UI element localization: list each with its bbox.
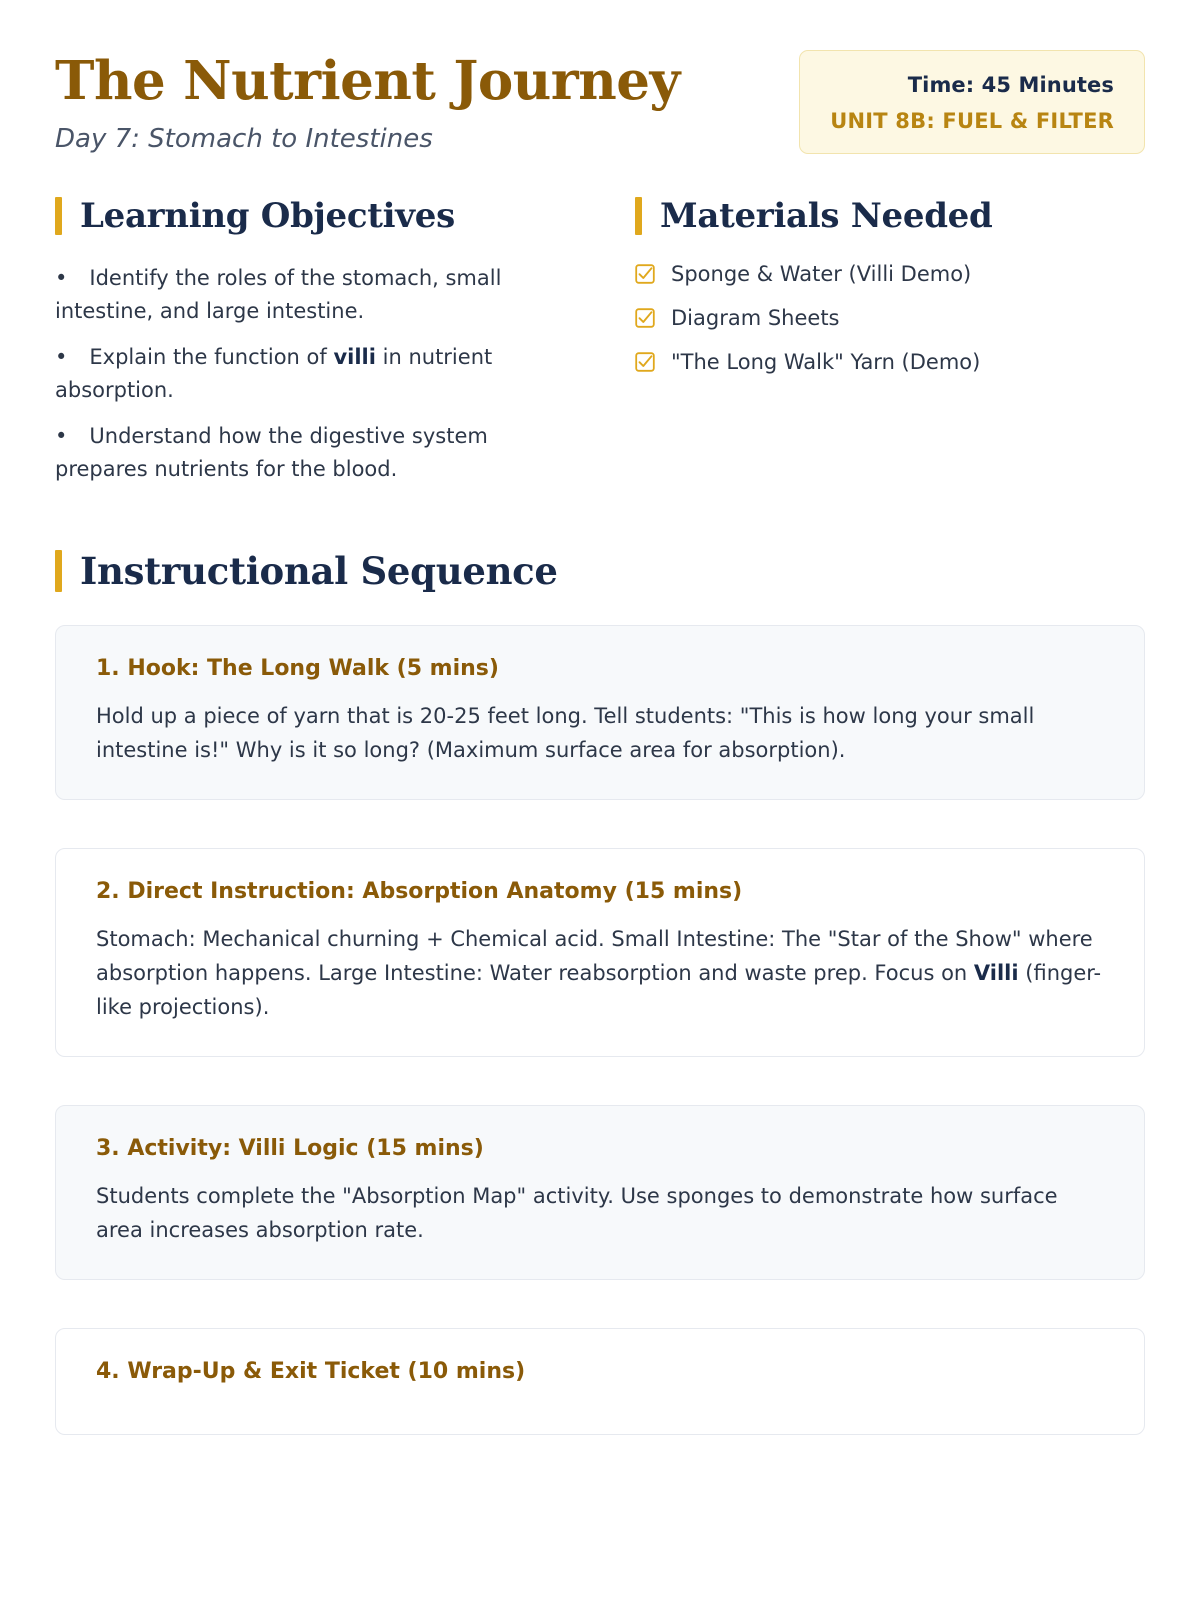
list-item — [635, 350, 1145, 374]
objectives-heading — [55, 196, 565, 236]
step-emphasis: Villi — [973, 961, 1019, 986]
list-item — [55, 341, 565, 406]
materials-heading-text: Materials Needed — [660, 196, 993, 236]
meta-badge-box — [799, 50, 1145, 154]
sequence-step — [55, 1328, 1145, 1435]
list-item — [55, 420, 565, 485]
objectives-column — [55, 196, 565, 499]
step-title: 2. Direct Instruction: Absorption Anatomy (15 mins) — [96, 879, 743, 905]
sequence-step — [55, 1105, 1145, 1280]
step-body — [96, 1179, 1104, 1247]
objectives-heading-text: Learning Objectives — [80, 196, 455, 236]
material-label: "The Long Walk" Yarn (Demo) — [671, 350, 981, 374]
objective-text: Identify the roles of the stomach, small intestine, and large intestine. — [55, 266, 502, 323]
step-text: Hold up a piece of yarn that is 20-25 feet long. Tell students: "This is how long your small intestine is!" Why is it so long? (Maximum surface area for absorption). — [96, 704, 1035, 763]
material-label: Sponge & Water (Villi Demo) — [671, 262, 972, 286]
checkbox-checked-icon — [635, 264, 655, 284]
top-columns — [55, 196, 1145, 499]
list-item — [55, 262, 565, 327]
step-body — [96, 922, 1104, 1024]
sequence-step — [55, 625, 1145, 800]
step-text: Students complete the "Absorption Map" activity. Use sponges to demonstrate how surface area increases absorption rate. — [96, 1184, 1058, 1243]
unit-label: UNIT 8B: FUEL & FILTER — [830, 109, 1114, 133]
materials-heading — [635, 196, 1145, 236]
step-title: 4. Wrap-Up & Exit Ticket (10 mins) — [96, 1359, 526, 1385]
checkbox-checked-icon — [635, 308, 655, 328]
sequence-heading-text: Instructional Sequence — [80, 549, 558, 594]
materials-column — [635, 196, 1145, 499]
objective-text: Explain the function of — [89, 345, 334, 370]
step-text: Stomach: Mechanical churning + Chemical acid. Small Intestine: The "Star of the Show" where absorption happens. Large Intestine: Water reabsorption and waste prep. Focus on — [96, 927, 1093, 986]
accent-bar-icon — [55, 197, 62, 235]
objective-text-cont: in nutrient absorption. — [55, 345, 493, 402]
sequence-heading — [55, 549, 1145, 593]
page-title: The Nutrient Journey — [55, 50, 680, 112]
checkbox-checked-icon — [635, 352, 655, 372]
sequence-step — [55, 848, 1145, 1057]
time-label: Time: 45 Minutes — [907, 73, 1114, 97]
step-title: 3. Activity: Villi Logic (15 mins) — [96, 1136, 484, 1162]
title-block — [55, 50, 680, 154]
objective-text: Understand how the digestive system prepares nutrients for the blood. — [55, 424, 488, 481]
list-item — [635, 306, 1145, 330]
page-subtitle: Day 7: Stomach to Intestines — [55, 123, 433, 154]
material-label: Diagram Sheets — [671, 306, 840, 330]
list-item — [635, 262, 1145, 286]
step-title: 1. Hook: The Long Walk (5 mins) — [96, 656, 499, 682]
step-body — [96, 699, 1104, 767]
accent-bar-icon — [635, 197, 642, 235]
bullet-icon: • — [55, 266, 68, 290]
accent-bar-icon — [55, 550, 62, 592]
bullet-icon: • — [55, 424, 68, 449]
document-header — [55, 50, 1145, 154]
objective-emphasis: villi — [333, 345, 376, 370]
bullet-icon: • — [55, 345, 68, 370]
step-text-cont: (finger-like projections). — [96, 961, 1102, 1020]
